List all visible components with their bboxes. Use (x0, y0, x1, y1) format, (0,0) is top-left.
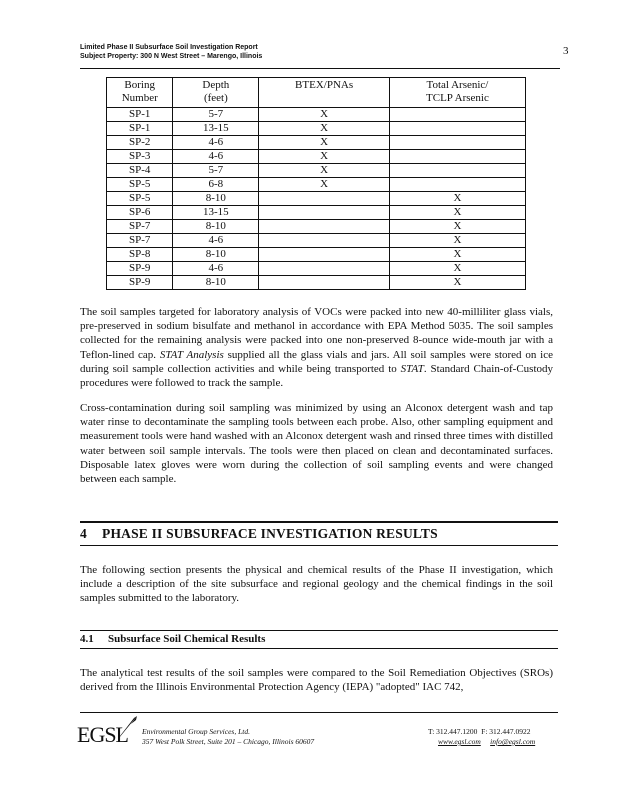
header-text: (feet) (203, 92, 228, 104)
cell-arsenic: X (389, 234, 525, 248)
cell-arsenic: X (389, 206, 525, 220)
cell-btex: X (259, 178, 390, 192)
cell-depth: 4-6 (173, 136, 259, 150)
cell-btex: X (259, 164, 390, 178)
cell-depth: 8-10 (173, 192, 259, 206)
cell-boring: SP-5 (107, 192, 173, 206)
section-rule-top (80, 521, 558, 523)
report-title: Limited Phase II Subsurface Soil Investigation Report (80, 44, 258, 51)
table-row (107, 108, 526, 122)
header-divider (80, 68, 560, 69)
table-row (107, 178, 526, 192)
subsection-rule-bottom (80, 648, 558, 649)
cell-btex: X (259, 122, 390, 136)
column-header-arsenic (389, 78, 525, 108)
table-row (107, 248, 526, 262)
company-name: Environmental Group Services, Ltd. (142, 727, 250, 736)
phone-number: T: 312.447.1200 (428, 727, 478, 736)
header-text: Depth (202, 79, 230, 91)
section-heading (80, 526, 438, 542)
cell-btex: X (259, 136, 390, 150)
cell-arsenic (389, 136, 525, 150)
cell-arsenic: X (389, 276, 525, 290)
cell-boring: SP-7 (107, 220, 173, 234)
subsection-title: Subsurface Soil Chemical Results (108, 633, 266, 645)
egsl-logo: EGSL (77, 722, 128, 747)
section-number: 4 (80, 526, 87, 541)
table-row (107, 220, 526, 234)
cell-arsenic: X (389, 220, 525, 234)
table-row (107, 234, 526, 248)
lab-name-italic: STAT (400, 362, 424, 375)
cell-boring: SP-8 (107, 248, 173, 262)
cell-arsenic: X (389, 248, 525, 262)
cell-arsenic (389, 122, 525, 136)
table-row (107, 164, 526, 178)
table-row (107, 192, 526, 206)
text-run: . Standard Chain-of-Custody procedures were followed to track the sample. (80, 362, 553, 390)
paragraph-analytical-results: The analytical test results of the soil samples were compared to the Soil Remediation Objectives (SROs) derived from the Illinois Environmental Protection Agency (IEPA) "adopted" IAC 742, (80, 667, 553, 694)
cell-boring: SP-1 (107, 108, 173, 122)
cell-btex (259, 192, 390, 206)
subsection-number: 4.1 (80, 633, 94, 645)
cell-boring: SP-1 (107, 122, 173, 136)
cell-btex (259, 262, 390, 276)
lab-name-italic: STAT Analysis (159, 348, 224, 361)
subsection-heading (80, 633, 265, 645)
table-row (107, 122, 526, 136)
column-header-depth (173, 78, 259, 108)
cell-btex: X (259, 150, 390, 164)
cell-arsenic (389, 178, 525, 192)
text-run: supplied all the glass vials and jars. All soil samples were stored on ice during soil sample collection activities and while being transported to (80, 348, 553, 375)
table-row (107, 136, 526, 150)
cell-btex (259, 234, 390, 248)
section-rule-bottom (80, 545, 558, 546)
header-text: BTEX/PNAs (295, 79, 354, 91)
column-header-btex (259, 78, 390, 108)
cell-boring: SP-2 (107, 136, 173, 150)
paragraph-sample-packing (80, 305, 553, 390)
header-text: Total Arsenic/ (426, 79, 489, 91)
header-text: Number (121, 92, 158, 104)
table-row (107, 150, 526, 164)
cell-arsenic (389, 164, 525, 178)
cell-depth: 4-6 (173, 262, 259, 276)
text-run: The soil samples targeted for laboratory analysis of VOCs were packed into new 40-milliliter glass vials, pre-preserved in sodium bisulfate and methanol in accordance with EPA Method 5035. The soil samples collected for the remaining analysis were packed into one non-preserved 8-ounce wide-mouth jar with a Teflon-lined cap. (80, 306, 553, 361)
cell-boring: SP-7 (107, 234, 173, 248)
table-header-row (107, 78, 526, 108)
cell-btex (259, 248, 390, 262)
subject-property: Subject Property: 300 N West Street – Marengo, Illinois (80, 53, 263, 60)
cell-btex (259, 220, 390, 234)
cell-depth: 13-15 (173, 122, 259, 136)
cell-depth: 8-10 (173, 276, 259, 290)
cell-depth: 4-6 (173, 150, 259, 164)
cell-arsenic: X (389, 192, 525, 206)
website-link[interactable]: www.egsl.com (438, 737, 481, 746)
cell-depth: 5-7 (173, 108, 259, 122)
cell-boring: SP-4 (107, 164, 173, 178)
header-text: TCLP Arsenic (426, 92, 489, 104)
cell-btex (259, 206, 390, 220)
cell-depth: 8-10 (173, 220, 259, 234)
contact-info (428, 727, 535, 747)
cell-btex: X (259, 108, 390, 122)
cell-depth: 13-15 (173, 206, 259, 220)
cell-boring: SP-9 (107, 262, 173, 276)
paragraph-cross-contamination: Cross-contamination during soil sampling was minimized by using an Alconox detergent wash and tap water rinse to decontaminate the sampling tools between each probe. Also, other sampling equipment and measurement tools were hand washed with an Alconox detergent wash and rinsed three times with distilled water between soil sample intervals. The tools were then placed on clean and decontaminated surfaces. Disposable latex gloves were worn during the collection of soil sampling events and were changed between each sample. (80, 402, 553, 486)
quill-logo-icon (117, 714, 139, 740)
cell-boring: SP-9 (107, 276, 173, 290)
sample-analysis-table (106, 77, 526, 290)
cell-boring: SP-3 (107, 150, 173, 164)
cell-depth: 5-7 (173, 164, 259, 178)
paragraph-section-intro: The following section presents the physical and chemical results of the Phase II investigation, which include a description of the site subsurface and regional geology and the chemical findings in the soil samples submitted to the laboratory. (80, 564, 553, 605)
cell-arsenic (389, 150, 525, 164)
cell-depth: 6-8 (173, 178, 259, 192)
cell-arsenic: X (389, 262, 525, 276)
company-info (142, 727, 314, 747)
header-text: Boring (124, 79, 155, 91)
table-row (107, 262, 526, 276)
company-address: 357 West Polk Street, Suite 201 – Chicago, Illinois 60607 (142, 737, 315, 746)
table-row (107, 206, 526, 220)
section-title: PHASE II SUBSURFACE INVESTIGATION RESULTS (102, 526, 438, 541)
cell-boring: SP-6 (107, 206, 173, 220)
email-link[interactable]: info@egsl.com (490, 737, 536, 746)
fax-number: F: 312.447.0922 (481, 727, 531, 736)
column-header-boring (107, 78, 173, 108)
subsection-rule-top (80, 630, 558, 631)
cell-btex (259, 276, 390, 290)
table-row (107, 276, 526, 290)
cell-boring: SP-5 (107, 178, 173, 192)
cell-arsenic (389, 108, 525, 122)
cell-depth: 4-6 (173, 234, 259, 248)
cell-depth: 8-10 (173, 248, 259, 262)
footer-divider (80, 712, 558, 713)
page-number: 3 (563, 45, 569, 57)
